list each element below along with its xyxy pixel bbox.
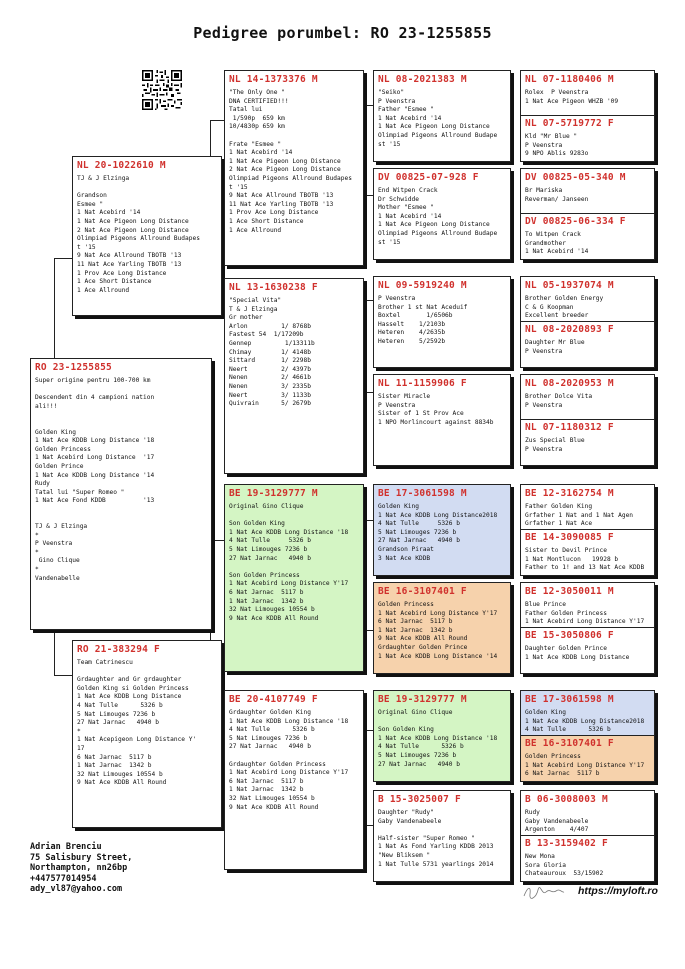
card-details: Daughter "Rudy" Gaby Vandenabeele Half-sister "Super Romeo " 1 Nat As Fond Yarling KDDB 2013 "New Bliksem " 1 Nat Tulle 5731 yearlings 2014 [378,809,494,868]
owner-contact: Adrian Brenciu 75 Salisbury Street, Northampton, nn26bp +447577014954 ady_vl87@yahoo.com [30,842,133,894]
ring-number: NL 07-1180406 M [525,74,614,85]
card-details: Brother Golden Energy C & G Koopman Excellent breeder [525,295,604,320]
pedigree-card-gen4 [373,168,511,260]
pedigree-card-dam-sire [224,484,364,672]
ring-number: DV 00825-07-928 F [378,172,479,183]
ring-number: B 06-3008003 M [525,794,608,805]
card-details: Rolex P Veenstra 1 Nat Ace Pigeon WHZB '09 [525,89,619,105]
ring-number: BE 19-3129777 M [378,694,467,705]
ring-number: NL 09-5919240 M [378,280,467,291]
ring-number: NL 07-5719772 F [525,118,614,129]
pedigree-card-gen4 [373,70,511,162]
connector-line [54,675,74,676]
page-title: Pedigree porumbel: RO 23-1255855 [193,24,492,42]
card-details: Golden King 1 Nat Ace KDDB Long Distance2018 4 Nat Tulle 5326 b [525,709,645,734]
ring-number: NL 08-2021383 M [378,74,467,85]
ring-number: DV 00825-06-334 F [525,216,626,227]
ring-number: NL 14-1373376 M [229,74,318,85]
card-details: Father Golden King Grfather 1 Nat and 1 Nat Agen Grfather 1 Nat Ace [525,503,634,528]
ring-number: BE 15-3050806 F [525,630,614,641]
pedigree-card-gen4 [373,484,511,576]
card-details: End Witpen Crack Dr Schwidde Mother "Esmee " 1 Nat Acebird '14 1 Nat Ace Pigeon Long Distance Olimpiad Pigeons Allround Budape st '15 [378,187,498,246]
pedigree-card-sire-dam [224,278,364,474]
card-details: Kld "Mr Blue " P Veenstra 9 NPO Ablis 9283o [525,133,589,158]
pedigree-card-gen4 [373,790,511,882]
pedigree-card-gen4 [373,582,511,674]
connector-line [54,258,55,360]
pedigree-card-subject [30,358,212,630]
ring-number: B 13-3159402 F [525,838,608,849]
card-details: Zus Special Blue P Veenstra [525,437,585,453]
pedigree-card-gen5-pair [520,690,655,782]
pedigree-card-gen4 [373,276,511,368]
pedigree-card-gen5-pair [520,582,655,674]
ring-number: BE 17-3061598 M [525,694,614,705]
card-details: Grdaughter Golden King 1 Nat Ace KDDB Long Distance '18 4 Nat Tulle 5326 b 5 Nat Limouges 7236 b 27 Nat Jarnac 4940 b Grdaughter Golden Princess 1 Nat Acebird Long Distance Y'17 6 Nat Jarnac 5117 b 1 Nat Jarnac 1342 b 32 Nat Limouges 10554 b 9 Nat Ace KDDB All Round [229,709,349,811]
card-details: Team Catrinescu Grdaughter and Gr grdaughter Golden King si Golden Princess 1 Nat Ace KDDB Long Distance 4 Nat Tulle 5326 b 5 Nat Limouges 7236 b 27 Nat Jarnac 4940 b * 1 Nat Acepigeon Long Distance Y' 17 6 Nat Jarnac 5117 b 1 Nat Jarnac 1342 b 32 Nat Limouges 10554 b 9 Nat Ace KDDB All Round [77,659,197,787]
pedigree-card-dam-dam [224,690,364,870]
ring-number: DV 00825-05-340 M [525,172,626,183]
ring-number: BE 16-3107401 F [525,738,614,749]
card-details: Golden Princess 1 Nat Acebird Long Distance Y'17 6 Nat Jarnac 5117 b [525,753,645,778]
card-details: TJ & J Elzinga Grandson Esmee " 1 Nat Acebird '14 1 Nat Ace Pigeon Long Distance 2 Nat Ace Pigeon Long Distance Olimpiad Pigeons Allround Budapes t '15 9 Nat Ace Allround TBOTB '13 11 Nat Ace Yarling TBOTB '13 1 Prov Ace Long Distance 1 Ace Short Distance 1 Ace Allround [77,175,200,294]
connector-line [54,258,74,259]
pedigree-card-gen5-pair [520,374,655,466]
connector-line [210,120,225,121]
connector-line [54,630,55,675]
card-details: "The Only One " DNA CERTIFIED!!! Tatal lui 1/590p 659 km 10/4830p 659 km Frate "Esmee " 1 Nat Acebird '14 1 Nat Ace Pigeon Long Distance 2 Nat Ace Pigeon Long Distance Olimpiad Pigeons Allround Budapes t '15 9 Nat Ace Allround TBOTB '13 11 Nat Ace Yarling TBOTB '13 1 Prov Ace Long Distance 1 Ace Short Distance 1 Ace Allround [229,89,352,234]
ring-number: BE 14-3090085 F [525,532,614,543]
card-details: Daughter Golden Prince 1 Nat Ace KDDB Long Distance [525,645,630,661]
ring-number: NL 07-1180312 F [525,422,614,433]
ring-number: BE 20-4107749 F [229,694,318,705]
ring-number: BE 17-3061598 M [378,488,467,499]
pedigree-card-sire [72,156,222,316]
card-details: Blue Prince Father Golden Princess 1 Nat Acebird Long Distance Y'17 [525,601,645,626]
card-details: Sister Miracle P Veenstra Sister of 1 St Prov Ace 1 NPO Morlincourt against 8834b [378,393,494,426]
ring-number: RO 21-383294 F [77,644,160,655]
card-details: New Mona Sora Gloria Chateauroux 53/15902 [525,853,604,878]
pedigree-card-gen4 [373,374,511,466]
pedigree-card-gen5-pair [520,276,655,368]
website-link[interactable]: https://myloft.ro [578,885,658,897]
card-details: To Witpen Crack Grandmother 1 Nat Acebird '14 [525,231,589,256]
card-details: "Special Vita" T & J Elzinga Gr mother Arlon 1/ 8768b Fastest 54 1/17209b Gennep 1/13311b Chimay 1/ 4148b Sittard 1/ 2298b Neert 2/ 4397b Nenen 2/ 4661b Nenen 3/ 2335b Neert 3/ 1133b Quivrain 5/ 2679b [229,297,315,408]
ring-number: NL 20-1022610 M [77,160,166,171]
card-details: Super origine pentru 100-700 km Descendent din 4 campioni nation ali!!! Golden King 1 Nat Ace KDDB Long Distance '18 Golden Princess 1 Nat Acebird Long Distance '17 Golden Prince 1 Nat Ace KDDB Long Distance '14 Rudy Tatal lui "Super Romeo " 1 Nat Ace Fond KDDB '13 TJ & J Elzinga * P Veenstra * Gino Clique * Vandenabelle [35,377,155,582]
card-details: Br Mariska Reverman/ Janseen [525,187,589,203]
pedigree-card-gen5-pair [520,484,655,576]
card-details: Original Gino Clique Son Golden King 1 Nat Ace KDDB Long Distance '18 4 Nat Tulle 5326 b 5 Nat Limouges 7236 b 27 Nat Jarnac 4940 b [378,709,498,768]
ring-number: B 15-3025007 F [378,794,461,805]
pedigree-card-gen5-pair [520,790,655,882]
pedigree-card-gen5-pair [520,70,655,162]
card-details: P Veenstra Brother 1 st Nat Aceduif Boxtel 1/6506b Hasselt 1/2103b Heteren 4/2635b Heteren 5/2592b [378,295,468,345]
ring-number: NL 11-1159906 F [378,378,467,389]
ring-number: BE 12-3050011 M [525,586,614,597]
ring-number: NL 08-2020953 M [525,378,614,389]
card-details: Sister to Devil Prince 1 Nat Montlucon 19928 b Father to 1! and 13 Nat Ace KDDB [525,547,645,572]
qr-code-icon [142,70,182,110]
ring-number: NL 08-2020893 F [525,324,614,335]
pedigree-card-gen5-pair [520,168,655,260]
pedigree-card-gen4 [373,690,511,782]
ring-number: NL 13-1630238 F [229,282,318,293]
card-details: Golden King 1 Nat Ace KDDB Long Distance2018 4 Nat Tulle 5326 b 5 Nat Limouges 7236 b 27 Nat Jarnac 4940 b Grandson Piraat 3 Nat Ace KDDB [378,503,498,562]
ring-number: BE 16-3107401 F [378,586,467,597]
ring-number: NL 05-1937074 M [525,280,614,291]
card-details: Golden Princess 1 Nat Acebird Long Distance Y'17 6 Nat Jarnac 5117 b 1 Nat Jarnac 1342 b 9 Nat Ace KDDB All Round Grdaughter Golden Prince 1 Nat Ace KDDB Long Distance '14 [378,601,498,660]
card-details: Original Gino Clique Son Golden King 1 Nat Ace KDDB Long Distance '18 4 Nat Tulle 5326 b 5 Nat Limouges 7236 b 27 Nat Jarnac 4940 b Son Golden Princess 1 Nat Acebird Long Distance Y'17 6 Nat Jarnac 5117 b 1 Nat Jarnac 1342 b 32 Nat Limouges 10554 b 9 Nat Ace KDDB All Round [229,503,349,622]
ring-number: RO 23-1255855 [35,362,112,373]
connector-line [210,540,225,541]
card-details: "Seiko" P Veenstra Father "Esmee " 1 Nat Acebird '14 1 Nat Ace Pigeon Long Distance Olimpiad Pigeons Allround Budape st '15 [378,89,498,148]
ring-number: BE 12-3162754 M [525,488,614,499]
pedigree-card-sire-sire [224,70,364,266]
ring-number: BE 19-3129777 M [229,488,318,499]
card-details: Daughter Mr Blue P Veenstra [525,339,585,355]
card-details: Brother Dolce Vita P Veenstra [525,393,593,409]
pedigree-card-dam [72,640,222,828]
signature-icon [522,884,566,900]
card-details: Rudy Gaby Vandenabeele Argenton 4/407 [525,809,589,834]
